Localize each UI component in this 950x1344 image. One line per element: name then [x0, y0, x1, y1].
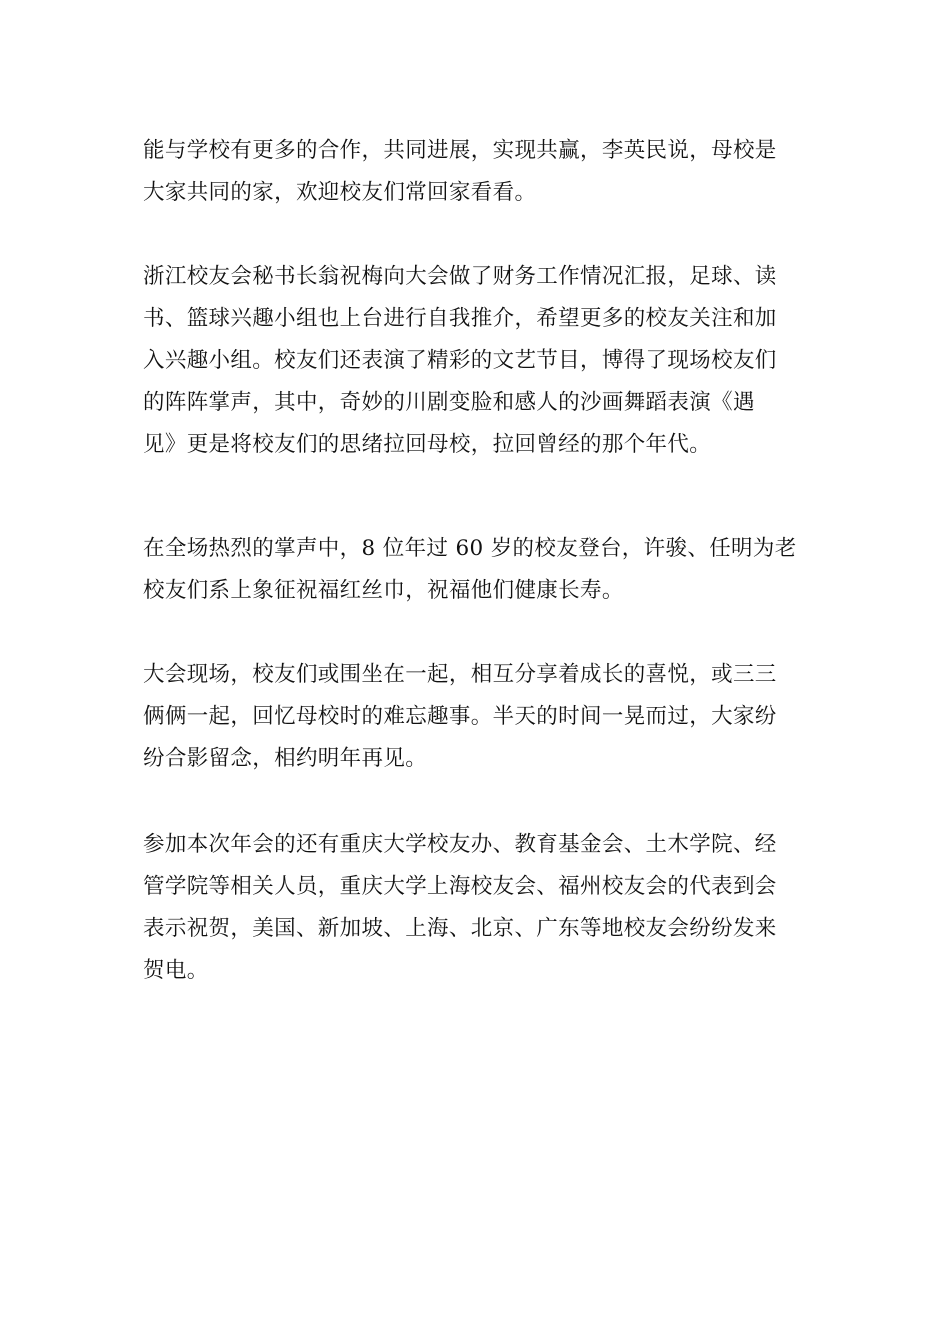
text-line: 书、篮球兴趣小组也上台进行自我推介，希望更多的校友关注和加 [143, 306, 777, 331]
text-line: 能与学校有更多的合作，共同进展，实现共赢，李英民说，母校是 [143, 138, 777, 163]
text-line: 大会现场，校友们或围坐在一起，相互分享着成长的喜悦，或三三 [143, 662, 777, 687]
text-line: 管学院等相关人员，重庆大学上海校友会、福州校友会的代表到会 [143, 874, 777, 899]
text-line: 校友们系上象征祝福红丝巾，祝福他们健康长寿。 [143, 578, 624, 603]
text-line: 见》更是将校友们的思绪拉回母校，拉回曾经的那个年代。 [143, 432, 712, 457]
text-line: 俩俩一起，回忆母校时的难忘趣事。半天的时间一晃而过，大家纷 [143, 704, 777, 729]
text-line: 纷合影留念，相约明年再见。 [143, 746, 428, 771]
text-line: 参加本次年会的还有重庆大学校友办、教育基金会、土木学院、经 [143, 832, 777, 857]
text-line: 表示祝贺，美国、新加坡、上海、北京、广东等地校友会纷纷发来 [143, 916, 777, 941]
paragraph [143, 256, 807, 466]
text-line: 贺电。 [143, 958, 209, 983]
text-line: 入兴趣小组。校友们还表演了精彩的文艺节目，博得了现场校友们 [143, 348, 777, 373]
paragraph [143, 130, 807, 214]
text-line: 在全场热烈的掌声中，8 位年过 60 岁的校友登台，许骏、任明为老 [143, 536, 797, 561]
text-line: 的阵阵掌声，其中，奇妙的川剧变脸和感人的沙画舞蹈表演《遇 [143, 390, 755, 415]
paragraph [143, 528, 807, 612]
text-line: 浙江校友会秘书长翁祝梅向大会做了财务工作情况汇报，足球、读 [143, 264, 777, 289]
paragraph [143, 824, 807, 992]
paragraph [143, 654, 807, 780]
text-line: 大家共同的家，欢迎校友们常回家看看。 [143, 180, 537, 205]
